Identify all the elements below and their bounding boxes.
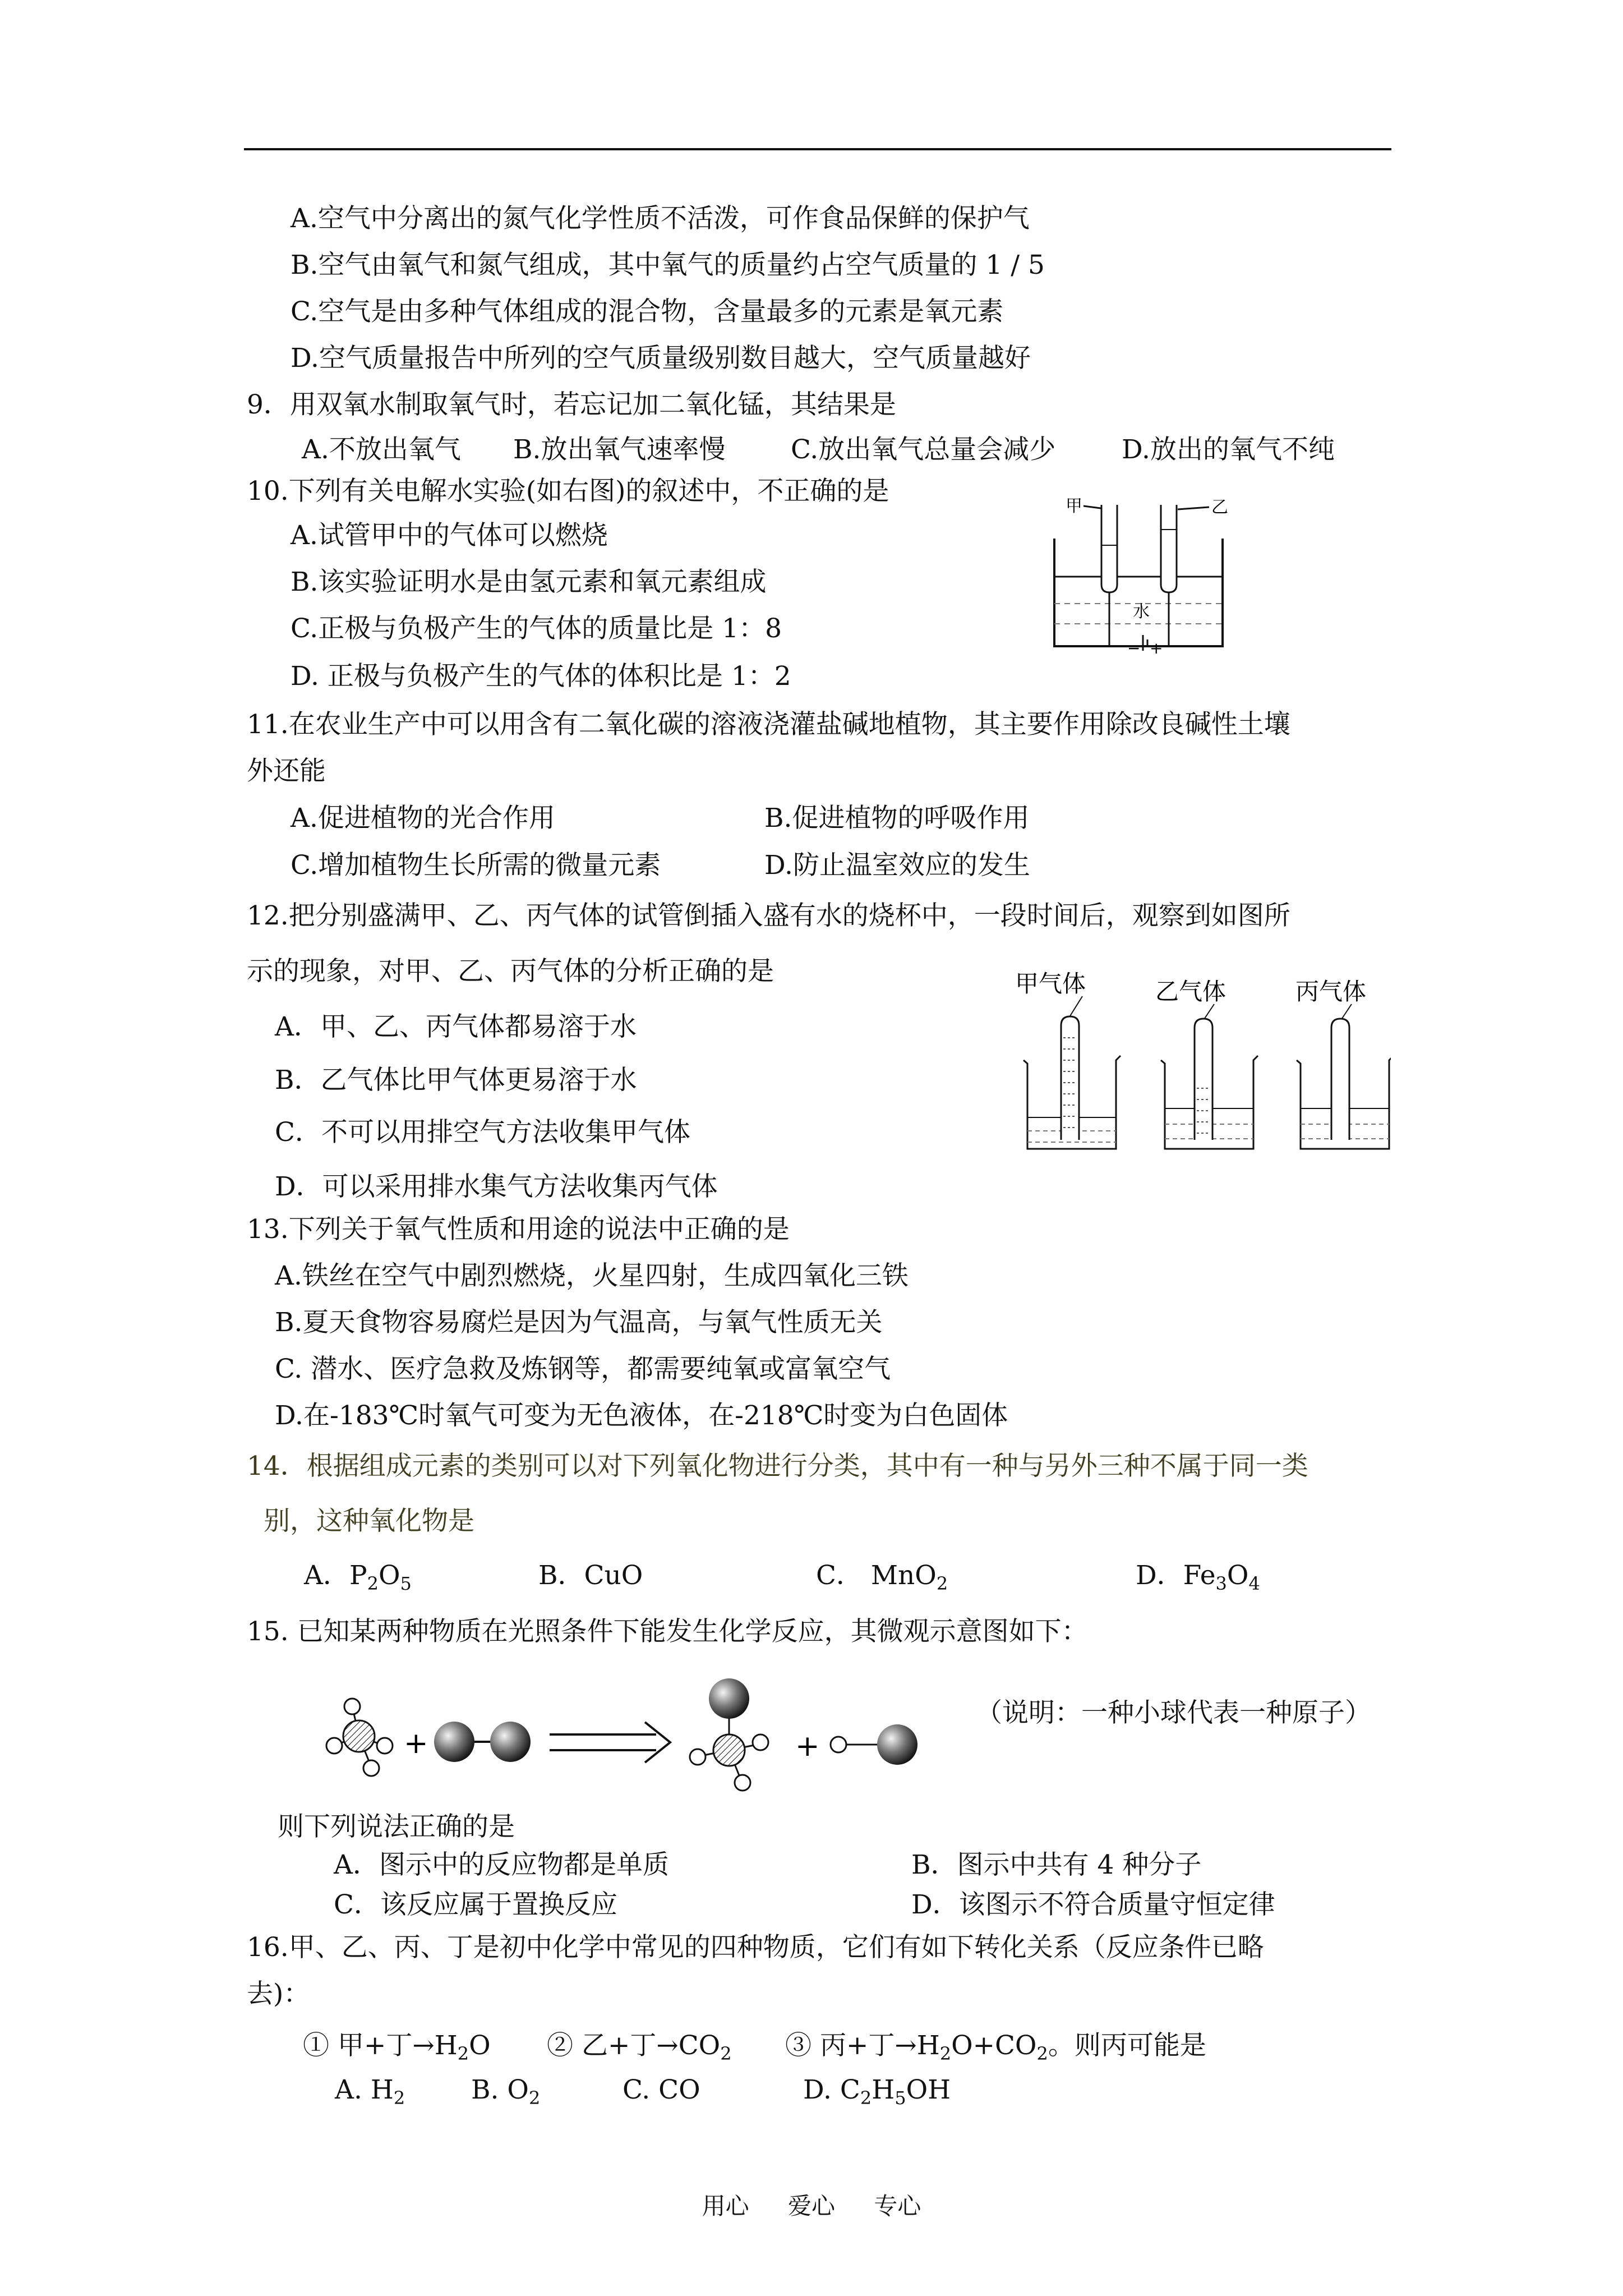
- q11-option-d: D.防止温室效应的发生: [764, 850, 1030, 881]
- q16-reaction-2: ② 乙+丁$\to CO_2$: [547, 2030, 732, 2064]
- q10-option-a: A.试管甲中的气体可以燃烧: [291, 520, 608, 551]
- tube-b-label: 乙: [1211, 498, 1228, 517]
- gas-c-label: 丙气体: [1295, 978, 1367, 1005]
- q8-option-c: C.空气是由多种气体组成的混合物，含量最多的元素是氧元素: [291, 296, 1004, 327]
- q15-option-d: D．该图示不符合质量守恒定律: [911, 1889, 1275, 1920]
- gas-tubes-figure: [1009, 965, 1391, 1156]
- q11-stem-line1: 11.在农业生产中可以用含有二氧化碳的溶液浇灌盐碱地植物，其主要作用除改良碱性土壤: [247, 709, 1290, 740]
- q9-option-c: C.放出氧气总量会减少: [791, 434, 1056, 465]
- q16-reaction-1: ① 甲+丁$\to H_2O$: [303, 2030, 491, 2064]
- gas-a-label: 甲气体: [1015, 970, 1086, 997]
- q15-option-b: B．图示中共有 4 种分子: [911, 1849, 1202, 1880]
- q9-stem: 9．用双氧水制取氧气时，若忘记加二氧化锰，其结果是: [247, 389, 896, 420]
- q15-option-a: A．图示中的反应物都是单质: [334, 1849, 669, 1880]
- q10-option-b: B.该实验证明水是由氢元素和氧元素组成: [291, 567, 767, 597]
- reaction-diagram: [314, 1672, 953, 1806]
- q14-option-d: D．$Fe_3O_4$: [1136, 1560, 1260, 1594]
- q13-option-b: B.夏天食物容易腐烂是因为气温高，与氧气性质无关: [275, 1307, 883, 1338]
- footer-word-2: 爱心: [787, 2192, 835, 2220]
- page-footer: [0, 2188, 1623, 2221]
- q11-option-b: B.促进植物的呼吸作用: [764, 803, 1030, 834]
- q8-option-d: D.空气质量报告中所列的空气质量级别数目越大，空气质量越好: [291, 343, 1031, 374]
- q11-option-a: A.促进植物的光合作用: [291, 803, 555, 834]
- q12-option-d: D．可以采用排水集气方法收集丙气体: [275, 1171, 718, 1202]
- q12-stem-line1: 12.把分别盛满甲、乙、丙气体的试管倒插入盛有水的烧杯中，一段时间后，观察到如图所: [247, 900, 1290, 931]
- q16-option-a: A. $H_2$: [335, 2074, 405, 2109]
- q16-stem-line2: 去)：: [247, 1978, 310, 2009]
- q12-option-a: A．甲、乙、丙气体都易溶于水: [275, 1011, 637, 1042]
- plus-sign: +: [1150, 639, 1163, 656]
- q10-stem: 10.下列有关电解水实验(如右图)的叙述中，不正确的是: [247, 476, 889, 507]
- plus-1: +: [404, 1727, 428, 1760]
- q9-option-a: A.不放出氧气: [302, 434, 461, 465]
- q8-option-b: B.空气由氧气和氮气组成，其中氧气的质量约占空气质量的 1 / 5: [291, 250, 1045, 280]
- q14-stem-line1: 14．根据组成元素的类别可以对下列氧化物进行分类，其中有一种与另外三种不属于同一类: [247, 1451, 1308, 1481]
- plus-2: +: [795, 1729, 820, 1763]
- q10-option-c: C.正极与负极产生的气体的质量比是 1：8: [291, 613, 782, 644]
- q13-option-a: A.铁丝在空气中剧烈燃烧，火星四射，生成四氧化三铁: [275, 1260, 909, 1291]
- q10-option-d: D. 正极与负极产生的气体的体积比是 1：2: [291, 661, 791, 692]
- q16-stem-line1: 16.甲、乙、丙、丁是初中化学中常见的四种物质，它们有如下转化关系（反应条件已略: [247, 1932, 1264, 1963]
- q8-option-a: A.空气中分离出的氮气化学性质不活泼，可作食品保鲜的保护气: [291, 203, 1030, 234]
- q16-option-d: D. $C_2H_5OH$: [803, 2074, 951, 2109]
- q16-option-c: C. CO: [623, 2074, 700, 2105]
- q9-option-b: B.放出氧气速率慢: [513, 434, 726, 465]
- footer-word-3: 专心: [874, 2192, 921, 2220]
- q15-note: （说明：一种小球代表一种原子）: [976, 1697, 1371, 1728]
- header-rule: [244, 148, 1391, 150]
- q14-option-c: C． MnO$_2$: [816, 1560, 948, 1594]
- q14-option-b: B．CuO: [538, 1560, 643, 1591]
- q12-stem-line2: 示的现象，对甲、乙、丙气体的分析正确的是: [247, 956, 774, 987]
- minus-sign: −: [1127, 639, 1141, 656]
- q11-option-c: C.增加植物生长所需的微量元素: [291, 850, 661, 881]
- footer-word-1: 用心: [702, 2192, 749, 2220]
- q11-stem-line2: 外还能: [247, 756, 326, 786]
- q9-option-d: D.放出的氧气不纯: [1122, 434, 1335, 465]
- q15-prompt: 则下列说法正确的是: [278, 1811, 515, 1842]
- q15-stem: 15. 已知某两种物质在光照条件下能发生化学反应，其微观示意图如下：: [247, 1616, 1088, 1647]
- q12-option-b: B．乙气体比甲气体更易溶于水: [275, 1065, 637, 1096]
- q16-option-b: B. $O_2$: [471, 2074, 541, 2109]
- q14-stem-line2: 别，这种氧化物是: [264, 1506, 474, 1536]
- q15-option-c: C．该反应属于置换反应: [334, 1889, 617, 1920]
- gas-b-label: 乙气体: [1155, 978, 1227, 1005]
- q13-option-c: C. 潜水、医疗急救及炼钢等，都需要纯氧或富氧空气: [275, 1354, 891, 1384]
- q13-stem: 13.下列关于氧气性质和用途的说法中正确的是: [247, 1214, 790, 1245]
- electrolysis-figure: [1043, 482, 1234, 656]
- q12-option-c: C．不可以用排空气方法收集甲气体: [275, 1117, 690, 1148]
- q14-option-a: A．$P_2O_5$: [304, 1560, 412, 1594]
- q16-reaction-3: ③ 丙+丁$\to H_2O+CO_2$。则丙可能是: [785, 2030, 1206, 2064]
- water-label: 水: [1133, 602, 1150, 622]
- q13-option-d: D.在-183℃时氧气可变为无色液体，在-218℃时变为白色固体: [275, 1400, 1008, 1431]
- tube-a-label: 甲: [1066, 496, 1082, 516]
